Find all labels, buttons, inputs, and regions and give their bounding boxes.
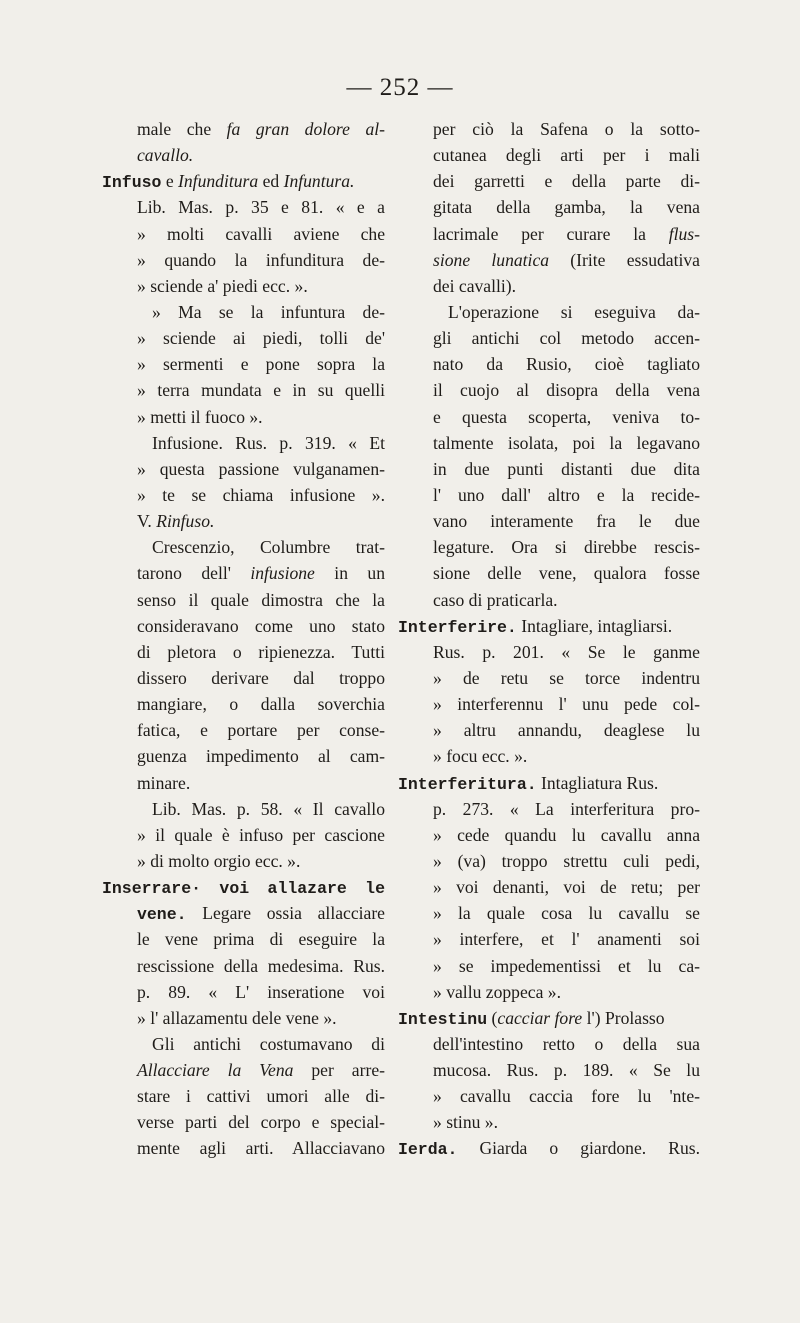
text-line: » sciende ai piedi, tolli de' (137, 328, 385, 349)
text-line: p. 89. « L' inseratione voi (137, 981, 385, 1002)
text-line: » questa passione vulganamen- (137, 458, 385, 479)
text-line: sione lunatica (Irite essudativa (433, 249, 700, 270)
text-line: » interfere, et l' anamenti soi (433, 929, 700, 950)
text-line: » (va) troppo strettu culi pedi, (433, 850, 700, 871)
text-line: » interferennu l' unu pede col- (433, 694, 700, 715)
right-column (398, 116, 700, 1162)
text-line: mente agli arti. Allacciavano (137, 1138, 385, 1159)
text-line: caso di praticarla. (433, 589, 558, 610)
text-line: male che fa gran dolore al- (137, 119, 385, 139)
text-line: l' uno dall' altro e la recide- (433, 484, 700, 505)
text-line: lacrimale per curare la flus- (433, 223, 700, 244)
text-line: verse parti del corpo e special- (137, 1112, 385, 1133)
text-line: » vallu zoppeca ». (433, 981, 561, 1002)
text-line: mucosa. Rus. p. 189. « Se lu (433, 1060, 700, 1081)
text-line: Interferitura. Intagliatura Rus. (398, 772, 659, 794)
text-line: vene. Legare ossia allacciare (137, 903, 385, 925)
text-line: » se impedementissi et lu ca- (433, 955, 700, 976)
text-line: Inserrare· voi allazare le (102, 879, 385, 899)
text-line: Allacciare la Vena per arre- (137, 1060, 385, 1081)
text-line: in due punti distanti due dita (433, 458, 700, 479)
text-line: e questa scoperta, veniva to- (433, 406, 700, 427)
text-line: » molti cavalli aviene che (137, 223, 385, 244)
text-line: » cede quandu lu cavallu anna (433, 824, 700, 845)
text-line: dei cavalli). (433, 275, 517, 296)
text-line: » quando la infunditura de- (137, 249, 385, 270)
text-line: » il quale è infuso per cascione (137, 824, 385, 845)
text-line: Lib. Mas. p. 35 e 81. « e a (137, 197, 385, 218)
text-line: Ierda. Giarda o giardone. Rus. (398, 1138, 700, 1160)
text-line: » la quale cosa lu cavallu se (433, 903, 700, 924)
text-line: Rus. p. 201. « Se le ganme (433, 641, 700, 662)
text-line: cavallo. (137, 145, 194, 166)
text-line: legature. Ora si direbbe rescis- (433, 537, 700, 558)
text-line: » focu ecc. ». (433, 746, 528, 767)
text-line: » stinu ». (433, 1112, 499, 1133)
text-line: cutanea degli arti per i mali (433, 145, 700, 166)
text-line: stare i cattivi umori alle di- (137, 1086, 385, 1107)
text-line: Infuso e Infunditura ed Infuntura. (102, 171, 355, 193)
text-line: nato da Rusio, cioè tagliato (433, 354, 700, 375)
text-line: talmente isolata, poi la legavano (433, 432, 700, 453)
text-line: il cuojo al disopra della vena (433, 380, 700, 401)
text-line: rescissione della medesima. Rus. (137, 955, 385, 976)
text-line: Infusione. Rus. p. 319. « Et (152, 432, 385, 453)
text-line: Gli antichi costumavano di (152, 1033, 385, 1054)
text-line: Lib. Mas. p. 58. « Il cavallo (152, 798, 385, 819)
text-line: vano interamente fra le due (433, 511, 700, 532)
text-line: fatica, e portare per conse- (137, 720, 385, 741)
text-line: » terra mundata e in su quelli (137, 380, 385, 401)
left-column (102, 116, 385, 1162)
page-number: — 252 — (346, 74, 454, 101)
text-line: senso il quale dimostra che la (137, 589, 385, 610)
text-line: » altru annandu, deaglese lu (433, 720, 700, 741)
text-line: Interferire. Intagliare, intagliarsi. (398, 615, 673, 637)
text-line: per ciò la Safena o la sotto- (433, 119, 700, 139)
text-line: L'operazione si eseguiva da- (448, 301, 700, 322)
text-line: dell'intestino retto o della sua (433, 1033, 700, 1054)
text-line: Intestinu (cacciar fore l') Prolasso (398, 1007, 665, 1029)
text-line: » voi denanti, voi de retu; per (433, 877, 700, 898)
text-line: guenza impedimento al cam- (137, 746, 385, 767)
text-line: V. Rinfuso. (137, 511, 215, 532)
text-line: le vene prima di eseguire la (137, 929, 385, 950)
text-line: » metti il fuoco ». (137, 406, 263, 427)
text-line: » de retu se torce indentru (433, 667, 700, 688)
text-line: » cavallu caccia fore lu 'nte- (433, 1086, 700, 1107)
text-line: gli antichi col metodo accen- (433, 328, 700, 349)
text-line: » di molto orgio ecc. ». (137, 850, 301, 871)
text-line: tarono dell' infusione in un (137, 563, 386, 584)
text-line: di pletora o ripienezza. Tutti (137, 641, 385, 662)
text-line: minare. (137, 772, 191, 793)
text-line: » sciende a' piedi ecc. ». (137, 275, 308, 296)
text-line: gitata della gamba, la vena (433, 197, 700, 218)
text-line: » l' allazamentu dele vene ». (137, 1007, 337, 1028)
text-line: p. 273. « La interferitura pro- (433, 798, 700, 819)
text-line: consideravano come uno stato (137, 615, 385, 636)
text-line: sione delle vene, qualora fosse (433, 563, 700, 584)
text-line: Crescenzio, Columbre trat- (152, 537, 385, 558)
text-line: » te se chiama infusione ». (137, 484, 385, 505)
text-line: » Ma se la infuntura de- (152, 301, 385, 322)
text-line: mangiare, o dalla soverchia (137, 694, 385, 715)
text-line: » sermenti e pone sopra la (137, 354, 385, 375)
text-line: dissero derivare dal troppo (137, 667, 385, 688)
text-line: dei garretti e della parte di- (433, 171, 700, 192)
